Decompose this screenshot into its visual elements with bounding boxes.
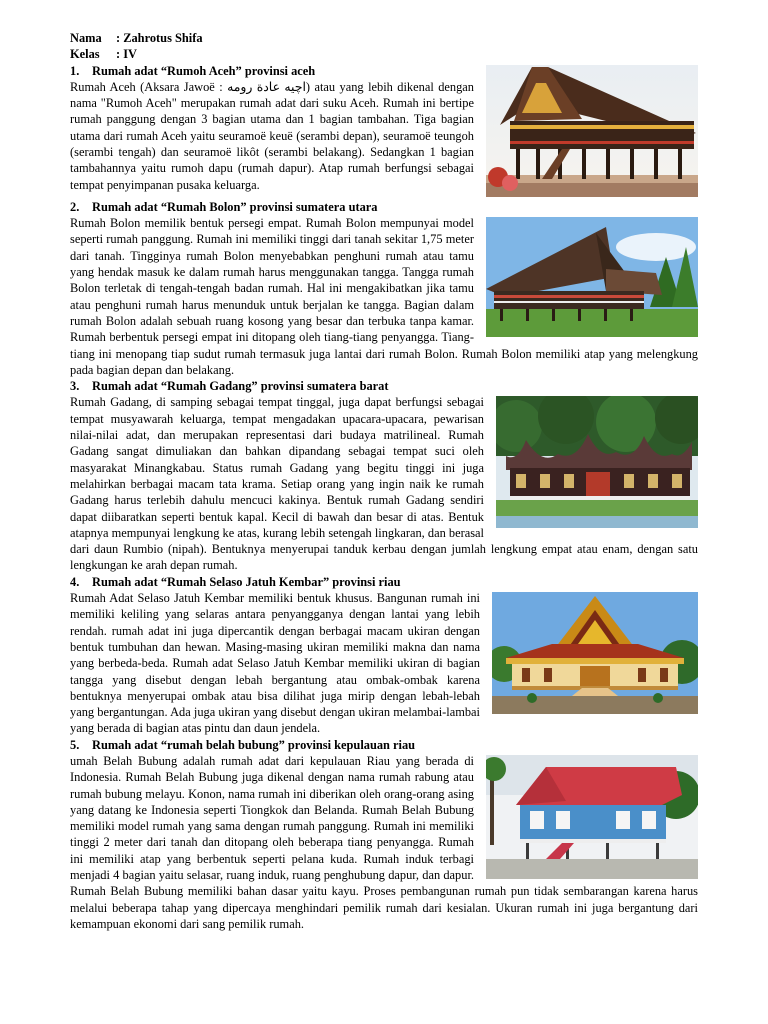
name-label: Nama xyxy=(70,31,102,45)
section-2-body: Rumah Bolon memilik bentuk persegi empat. Rumah Bolon mempunyai model seperti rumah panggung. Rumah ini memiliki tinggi dari tanah sekitar 1,75 meter dari tanah. Tingginya rumah Bolon menyebabkan penghuni rumah atau tamu yang hendak masuk ke dalam rumah harus menggunakan tangga. Tangga rumah Bolon terletak di tengah-tengah badan rumah. Hal ini mengakibatkan jika tamu atau penghuni rumah harus menunduk untuk berjalan ke tangga. Bagian dalam rumah Bolon adalah sebuah ruang kosong yang besar dan terbuka tanpa kamar. Rumah berbentuk persegi empat ini ditopang oleh tiang-tiang penyangga. Tiang-tiang ini menopang tiap sudut rumah termasuk juga lantai dari rumah Bolon. Rumah Bolon memiliki atap yang melengkung pada bagian depan dan belakang. xyxy=(70,216,698,377)
section-3-body: Rumah Gadang, di samping sebagai tempat tinggal, juga dapat berfungsi sebagai tempat musyawarah keluarga, tempat mengadakan upacara-upacara, pewarisan nilai-nilai adat, dan merupakan representasi dari budaya matrilineal. Rumah Gadang sangat dimuliakan dan bahkan dipandang sebagai tempat suci oleh masyarakat Minangkabau. Status rumah Gadang yang begitu tinggi ini juga melahirkan berbagai macam tata krama. Setiap orang yang ingin naik ke rumah Gadang harus terlebih dahulu mencuci kakinya. Bentuk rumah Gadang sendiri dapat diibaratkan seperti bentuk kapal. Kecil di bawah dan besar di atas. Bentuk atapnya mempunyai lengkung ke atas, kurang lebih setengah lingkaran, dan berasal dari daun Rumbio (nipah). Bentuknya menyerupai tanduk kerbau dengan jumlah lengkung empat atau enam, dengan satu lengkungan ke arah depan rumah. xyxy=(70,395,698,573)
class-value: : IV xyxy=(116,47,137,62)
section-2-title: 2. Rumah adat “Rumah Bolon” provinsi sumatera utara xyxy=(70,199,378,214)
rumoh-aceh-photo xyxy=(486,65,698,197)
section-5-body: umah Belah Bubung adalah rumah adat dari kepulauan Riau yang berada di Indonesia. Rumah Belah Bubung juga dikenal dengan nama rumah rabung atau rumah bubung melayu. Konon, nama rumah ini diberikan oleh orang-orang asing yang datang ke Indonesia seperti Tiongkok dan Belanda. Rumah Belah Bubung memiliki model rumah yang sama dengan rumah panggung. Rumah ini memiliki tinggi 2 meter dari tanah dan ditopang oleh beberapa tiang penyangga. Rumah ini memiliki atap yang berbentuk seperti pelana kuda. Rumah induk terbagi menjadi 4 bagian yaitu selasar, ruang induk, ruang penghubung dapur, dan dapur. Rumah Belah Bubung memiliki bahan dasar yaitu kayu. Proses pembangunan rumah pun tidak sembarangan karena harus melalui beberapa tahap yang dipercaya menghindari pemilik rumah dari kesialan. Ukuran rumah ini juga bergantung dari kemampuan ekonomi dari sang pemilik rumah. xyxy=(70,753,698,931)
rumah-bolon-photo xyxy=(486,217,698,337)
section-5-title: 5. Rumah adat “rumah belah bubung” provinsi kepulauan riau xyxy=(70,737,416,752)
student-class-line xyxy=(70,46,698,62)
section-4-body: Rumah Adat Selaso Jatuh Kembar memiliki bentuk khusus. Bangunan rumah ini memiliki keliling yang selaras antara penyangganya dengan lantai yang lebih rendah. rumah adat ini juga dipercantik dengan berbagai macam ukiran dengan bentuk tumbuhan dan hewan. Masing-masing ukiran memiliki makna dan nama yang berbeda-beda. Rumah adat Selaso Jatuh Kembar memiliki ukiran di bagian tangga yang disebut dengan lebah bergantung atau ombak-ombak karena bentuknya menyerupai ombak atau bisa dilihat juga mirip dengan lebah-lebah yang bergantungan. Ada juga ukiran yang disebut dengan ukiran melambai-lambai yang berada di bagian atas pintu dan daun jendela. xyxy=(70,591,480,736)
class-label: Kelas xyxy=(70,47,100,62)
name-value: : Zahrotus Shifa xyxy=(116,31,203,45)
selaso-jatuh-kembar-photo xyxy=(492,592,698,714)
document-page xyxy=(70,30,698,932)
section-4-title: 4. Rumah adat “Rumah Selaso Jatuh Kembar” provinsi riau xyxy=(70,574,401,589)
section-1-body: Rumah Aceh (Aksara Jawoë : اچيه عادة رومه) atau yang lebih dikenal dengan nama "Rumoh Aceh" merupakan rumah adat dari suku Aceh. Rumah ini bertipe rumah panggung dengan 3 bagian utama dan 1 bagian tambahan. Tiga bagian utama dari rumah Aceh yaitu seuramoë keuë (serambi depan), seuramoë teungoh (serambi tengah) dan seuramoë likôt (serambi belakang). Sedangkan 1 bagian tambahannya yaitu rumoh dapu (rumah dapur). Atap rumah berfungsi sebagai tempat penyimpanan pusaka keluarga. xyxy=(70,79,474,192)
student-name-line xyxy=(70,30,698,46)
section-3-title: 3. Rumah adat “Rumah Gadang” provinsi sumatera barat xyxy=(70,379,389,394)
rumah-belah-bubung-photo xyxy=(486,755,698,879)
rumah-gadang-photo xyxy=(496,396,698,528)
section-1-title: 1. Rumah adat “Rumoh Aceh” provinsi aceh xyxy=(70,63,316,78)
